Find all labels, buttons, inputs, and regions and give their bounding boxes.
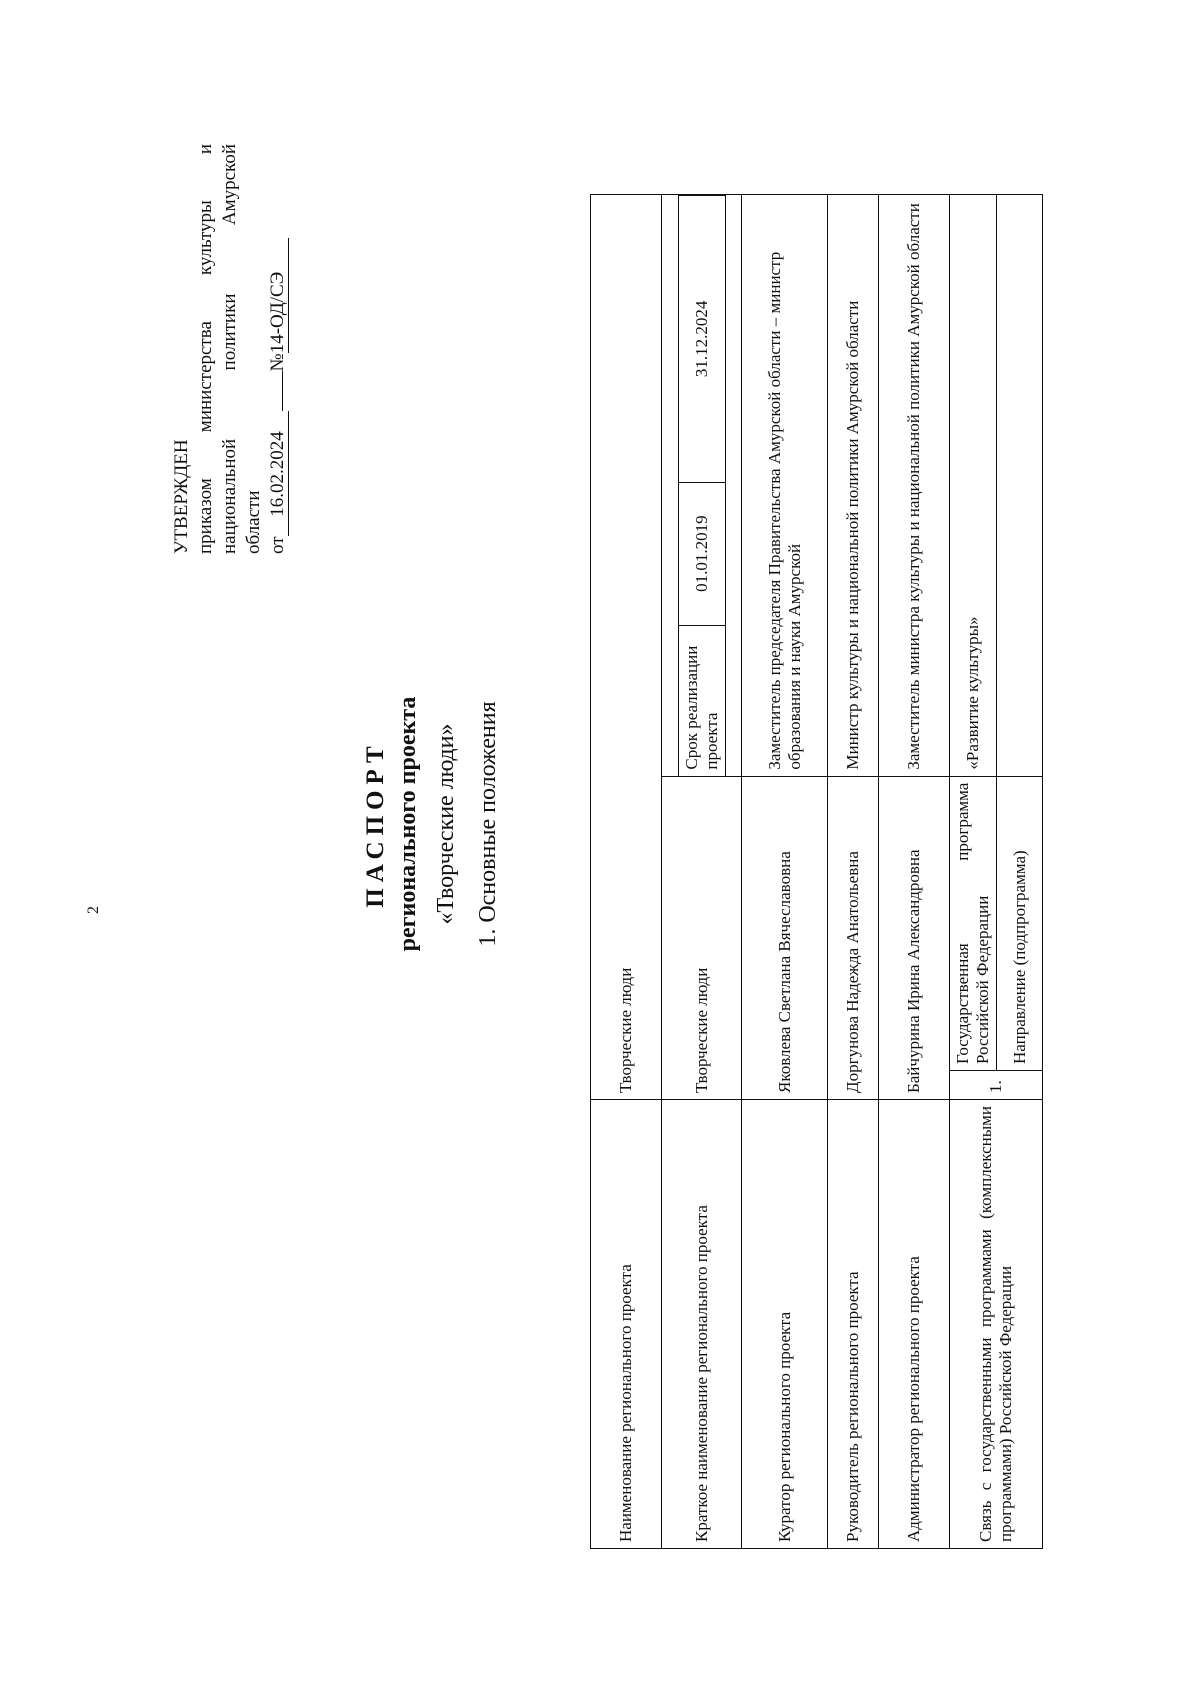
- table-row: [950, 195, 997, 1549]
- document-title: ПАСПОРТ: [362, 740, 389, 908]
- page-number: 2: [85, 906, 102, 914]
- term-end: 31.12.2024: [678, 196, 725, 483]
- approval-status: УТВЕРЖДЕН: [171, 439, 192, 554]
- row-value: Творческие люди: [662, 776, 742, 1099]
- title-block: [360, 324, 504, 1324]
- row-number: 1.: [950, 1071, 1043, 1100]
- passport-table: [590, 194, 1043, 1549]
- program-value: «Развитие культуры»: [950, 195, 997, 777]
- term-start: 01.01.2019: [678, 482, 725, 625]
- term-table: [678, 195, 726, 776]
- section-heading: 1. Основные положения: [475, 701, 501, 947]
- approval-registration: [266, 144, 290, 554]
- term-label: Срок реализации проекта: [678, 625, 725, 776]
- row-value: Байчурина Ирина Александровна: [879, 776, 950, 1099]
- direction-label: Направление (подпрограмма): [997, 776, 1043, 1070]
- table-row: [591, 195, 662, 1549]
- row-position: Министр культуры и национальной политики Амурской области: [828, 195, 879, 777]
- row-value: Творческие люди: [591, 195, 662, 1100]
- term-cell: [662, 195, 742, 777]
- row-label: Краткое наименование регионального проекта: [662, 1100, 742, 1549]
- row-value: Яковлева Светлана Вячеславовна: [742, 776, 828, 1099]
- table-row: [742, 195, 828, 1549]
- row-label: Администратор регионального проекта: [879, 1100, 950, 1549]
- approval-number-prefix: №: [267, 353, 288, 372]
- row-label: Руководитель регионального проекта: [828, 1100, 879, 1549]
- table-row: [828, 195, 879, 1549]
- table-row: [879, 195, 950, 1549]
- row-position: Заместитель председателя Правительства Амурской области – министр образования и науки Амурской: [742, 195, 828, 777]
- row-label: Связь с государственными программами (комплексными программами) Российской Федерации: [950, 1100, 1043, 1549]
- table-row: [662, 195, 742, 1549]
- approval-line: области: [243, 490, 264, 554]
- row-value: Доргунова Надежда Анатольевна: [828, 776, 879, 1099]
- approval-date: 16.02.2024: [268, 411, 289, 536]
- row-position: Заместитель министра культуры и национальной политики Амурской области: [879, 195, 950, 777]
- project-name: «Творческие люди»: [433, 723, 459, 925]
- document-subtitle: регионального проекта: [395, 696, 421, 952]
- program-label: Государственная программа Российской Федерации: [950, 776, 997, 1070]
- approval-blank: [282, 371, 283, 411]
- approval-line: приказом министерства культуры и: [195, 144, 216, 554]
- direction-value: [997, 195, 1043, 777]
- approval-stamp: [170, 144, 290, 554]
- approval-number: 14-ОД/СЭ: [268, 238, 289, 353]
- row-label: Куратор регионального проекта: [742, 1100, 828, 1549]
- approval-line: национальной политики Амурской: [219, 144, 240, 554]
- row-label: Наименование регионального проекта: [591, 1100, 662, 1549]
- approval-date-prefix: от: [267, 536, 288, 554]
